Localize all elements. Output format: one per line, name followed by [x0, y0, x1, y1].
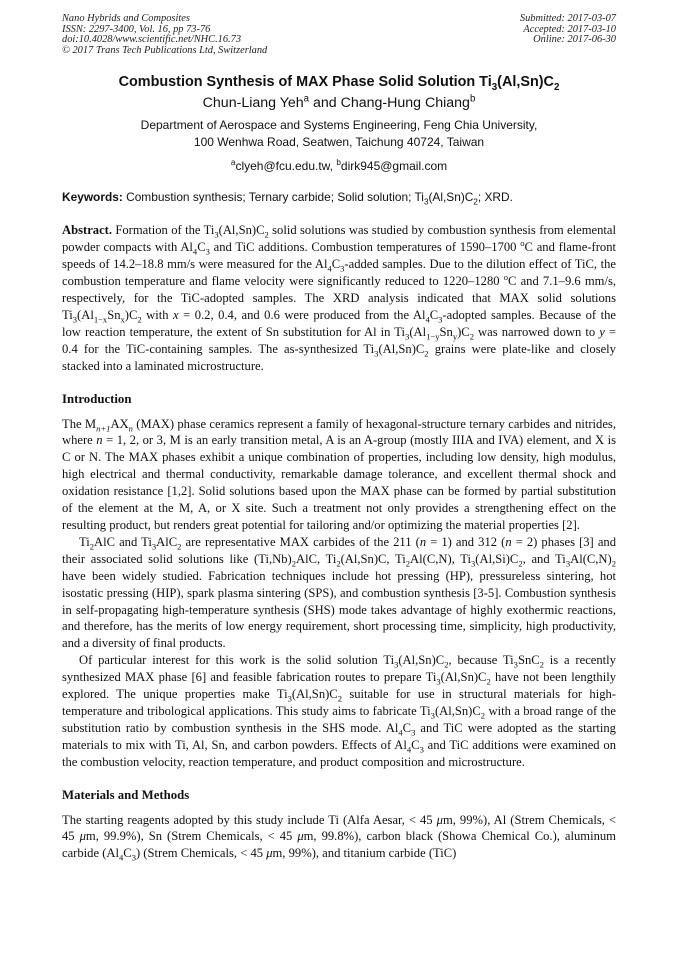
intro-paragraph-1: The $M_{n+1}AX_n$ (MAX) phase ceramics represent a family of hexagonal-structure ternary carbides and nitrides, where n = 1, 2, or 3, M is an early transition metal, A is an A-group (mostly IIIA and IVA) element, and X is C or N. The MAX phases exhibit a unique combination of properties, including low density, high modulus, high electrical and thermal conductivity, remarkable damage tolerance, and excellent thermal shock and oxidation resistance [1,2]. Solid solutions based upon the MAX phase can be formed by partial substitution of the element at the M, A, or X site. Such a treatment not only provides a strengthening effect on the resulting product, but renders great potential for tailoring and/or optimizing the material properties [2]. [62, 416, 616, 532]
methods-heading: Materials and Methods [62, 787, 190, 802]
intro-paragraph-2: $Ti_2AlC$ and $Ti_3AlC_2$ are representative MAX carbides of the 211 (n = 1) and 312 (n = 2) phases [3] and their associated solid solutions like $(Ti,Nb)_2AlC$, $Ti_2(Al,Sn)C$, $Ti_2Al(C,N)$, $Ti_3(Al,Si)C_2$, and $Ti_3Al(C,N)_2$ have been widely studied. Fabrication techniques include hot pressing (HP), pressureless sintering, hot isostatic pressing (HIP), spark plasma sintering (SPS), and combustion synthesis [3-5]. Combustion synthesis in self-propagating high-temperature synthesis (SHS) mode takes advantage of highly exothermic reactions, and therefore, has the merits of low energy requirement, short processing time, simplicity, high productivity, and a diversity of final products. [62, 534, 617, 651]
introduction-heading: Introduction [62, 391, 132, 406]
online-date: Online: 2017-06-30 [533, 34, 616, 46]
affiliation: Department of Aerospace and Systems Engineering, Feng Chia University, 100 Wenhwa Road, Seatwen, Taichung 40724, Taiwan [140, 118, 538, 150]
email-link-b[interactable]: dirk945@gmail.com [340, 159, 448, 174]
header-right [520, 14, 616, 56]
abstract-paragraph: Abstract. Formation of the $Ti_3(Al,Sn)C_2$ solid solutions was studied by combustion synthesis from elemental powder compacts with $Al_4C_3$ and TiC additions. Combustion temperatures of 1590–1700 $^o$C and flame-front speeds of 14.2–18.8 mm/s were measured for the $Al_4C_3$-added samples. Due to the dilution effect of TiC, the combustion temperature and flame velocity were significantly reduced to 1220–1280 $^o$C and 7.1–9.6 mm/s, respectively, for the TiC-adopted samples. The XRD analysis indicated that MAX solid solutions $Ti_3(Al_{1-x}Sn_x)C_2$ with x = 0.2, 0.4, and 0.6 were produced from the $Al_4C_3$-adopted samples. Because of the low reaction temperature, the extent of Sn substitution for Al in $Ti_3(Al_{1-y}Sn_y)C_2$ was narrowed down to y = 0.4 for the TiC-containing samples. The as-synthesized $Ti_3(Al,Sn)C_2$ grains were plate-like and closely stacked into a laminated microstructure. [62, 223, 616, 373]
journal-name: Nano Hybrids and Composites [62, 13, 190, 24]
author-1: Chun-Liang Yeh [202, 95, 304, 112]
author-line: Chun-Liang Yeh$^a$ and Chang-Hung Chiang$^b$ [202, 93, 476, 112]
abstract-label: Abstract. [62, 223, 113, 238]
email-link-a[interactable]: clyeh@fcu.edu.tw [235, 159, 330, 174]
keywords: Keywords: Combustion synthesis; Ternary carbide; Solid solution; $Ti_3(Al,Sn)C_2$; XRD. [62, 190, 513, 207]
paper-title: Combustion Synthesis of MAX Phase Solid Solution $Ti_3(Al,Sn)C_2$ [118, 74, 560, 94]
copyright-line: © 2017 Trans Tech Publications Ltd, Switzerland [62, 44, 268, 56]
author-2: Chang-Hung Chiang [340, 95, 470, 112]
issn-line: ISSN: 2297-3400, Vol. 16, pp 73-76 [62, 23, 211, 35]
journal-header [62, 14, 616, 56]
methods-paragraph: The starting reagents adopted by this study include Ti (Alfa Aesar, < 45 μm, 99%), Al (Strem Chemicals, < 45 μm, 99.9%), Sn (Strem Chemicals, < 45 μm, 99.8%), carbon black (Showa Chemical Co.), aluminum carbide $(Al_4C_3)$ (Strem Chemicals, < 45 μm, 99%), and titanium carbide (TiC) [62, 812, 616, 863]
submitted-date: Submitted: 2017-03-07 [519, 13, 616, 24]
header-left [62, 14, 267, 56]
author-emails: $^a$clyeh@fcu.edu.tw, $^b$dirk945@gmail.com [230, 158, 448, 174]
doi-line: doi:10.4028/www.scientific.net/NHC.16.73 [62, 34, 242, 46]
accepted-date: Accepted: 2017-03-10 [523, 23, 616, 35]
intro-paragraph-3: Of particular interest for this work is the solid solution $Ti_3(Al,Sn)C_2$, because $Ti_3SnC_2$ is a recently synthesized MAX phase [6] and feasible fabrication routes to prepare $Ti_3(Al,Sn)C_2$ have not been lengthily explored. The unique properties make $Ti_3(Al,Sn)C_2$ suitable for use in structural materials for high-temperature and tribological applications. This study aims to fabricate $Ti_3(Al,Sn)C_2$ with a broad range of the substitution ratio by combustion synthesis in the SHS mode. $Al_4C_3$ and TiC were adopted as the starting materials to mix with Ti, Al, Sn, and carbon powders. Effects of $Al_4C_3$ and TiC additions were examined on the combustion velocity, reaction temperature, and product composition and microstructure. [62, 653, 617, 769]
keywords-label: Keywords: [62, 190, 123, 205]
